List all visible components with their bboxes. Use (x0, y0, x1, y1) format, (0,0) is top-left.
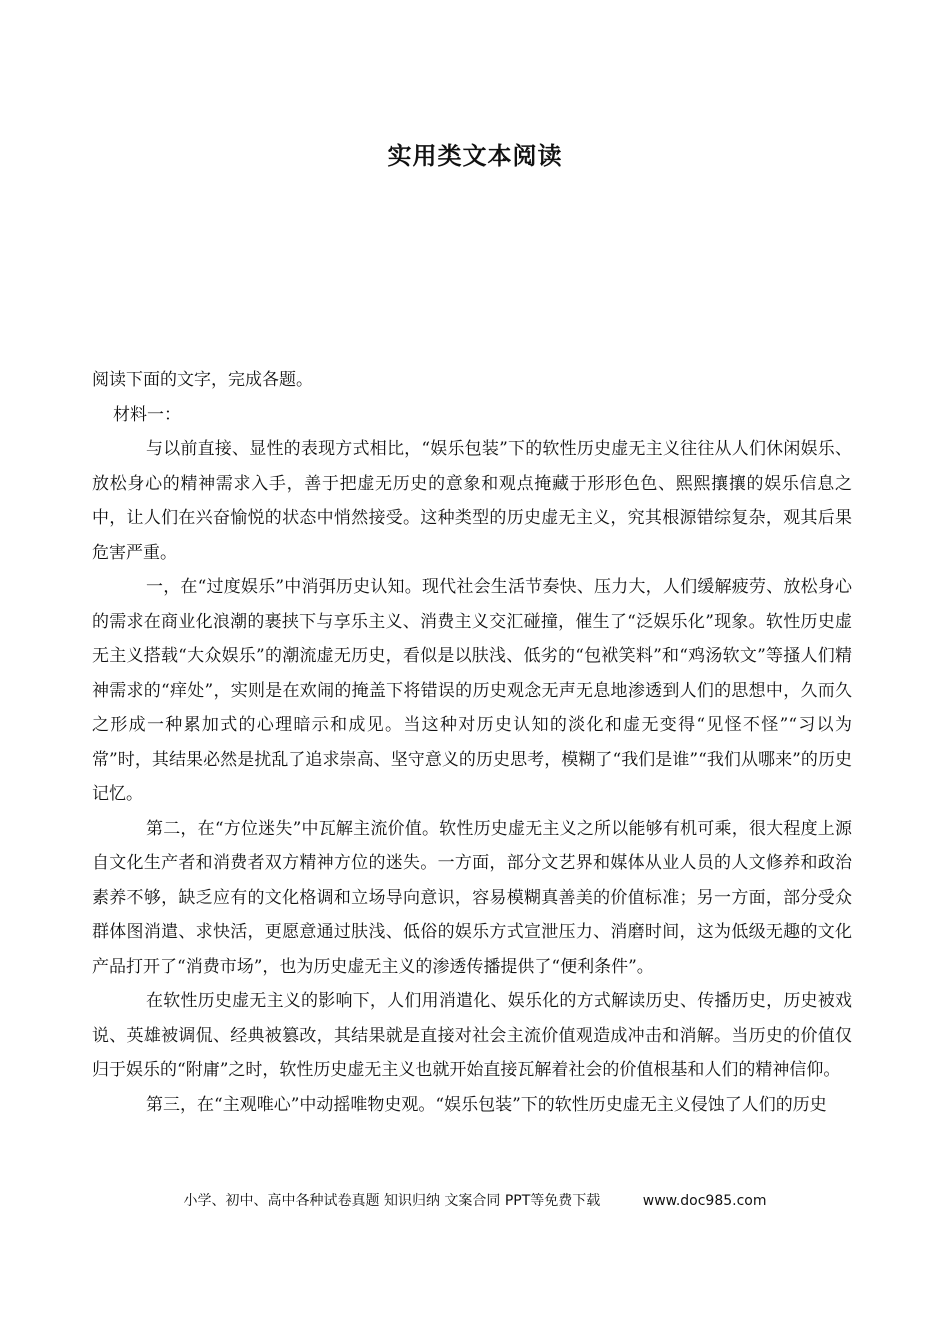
page-footer (0, 1190, 950, 1210)
material-label: 材料一： (113, 404, 181, 425)
document-body (92, 363, 852, 1122)
paragraph-2: 一，在“过度娱乐”中消弭历史认知。现代社会生活节奏快、压力大，人们缓解疲劳、放松身心的需求在商业化浪潮的裹挟下与享乐主义、消费主义交汇碰撞，催生了“泛娱乐化”现象。软性历史虚无主义搭载“大众娱乐”的潮流虚无历史，看似是以肤浅、低劣的“包袱笑料”和“鸡汤软文”等搔人们精神需求的“痒处”，实则是在欢闹的掩盖下将错误的历史观念无声无息地渗透到人们的思想中，久而久之形成一种累加式的心理暗示和成见。当这种对历史认知的淡化和虚无变得“见怪不怪”“习以为常”时，其结果必然是扰乱了追求崇高、坚守意义的历史思考，模糊了“我们是谁”“我们从哪来”的历史记忆。 (92, 577, 852, 804)
paragraph-4: 在软性历史虚无主义的影响下，人们用消遣化、娱乐化的方式解读历史、传播历史，历史被戏说、英雄被调侃、经典被篡改，其结果就是直接对社会主流价值观造成冲击和消解。当历史的价值仅归于娱乐的“附庸”之时，软性历史虚无主义也就开始直接瓦解着社会的价值根基和人们的精神信仰。 (92, 991, 852, 1080)
footer-site-link[interactable]: www.doc985.com (642, 1193, 767, 1209)
paragraph-3: 第二，在“方位迷失”中瓦解主流价值。软性历史虚无主义之所以能够有机可乘，很大程度上源自文化生产者和消费者双方精神方位的迷失。一方面，部分文艺界和媒体从业人员的人文修养和政治素养不够，缺乏应有的文化格调和立场导向意识，容易模糊真善美的价值标准；另一方面，部分受众群体图消遣、求快活，更愿意通过肤浅、低俗的娱乐方式宣泄压力、消磨时间，这为低级无趣的文化产品打开了“消费市场”，也为历史虚无主义的渗透传播提供了“便利条件”。 (92, 818, 852, 977)
paragraph-5: 第三，在“主观唯心”中动摇唯物史观。“娱乐包装”下的软性历史虚无主义侵蚀了人们的历史 (146, 1094, 827, 1115)
document-title: 实用类文本阅读 (387, 142, 563, 170)
reading-instruction: 阅读下面的文字，完成各题。 (92, 370, 313, 390)
paragraph-1: 与以前直接、显性的表现方式相比，“娱乐包装”下的软性历史虚无主义往往从人们休闲娱乐、放松身心的精神需求入手，善于把虚无历史的意象和观点掩藏于形形色色、熙熙攘攘的娱乐信息之中，让人们在兴奋愉悦的状态中悄然接受。这种类型的历史虚无主义，究其根源错综复杂，观其后果危害严重。 (92, 439, 852, 563)
footer-text: 小学、初中、高中各种试卷真题 知识归纳 文案合同 PPT等免费下载 (183, 1193, 601, 1209)
